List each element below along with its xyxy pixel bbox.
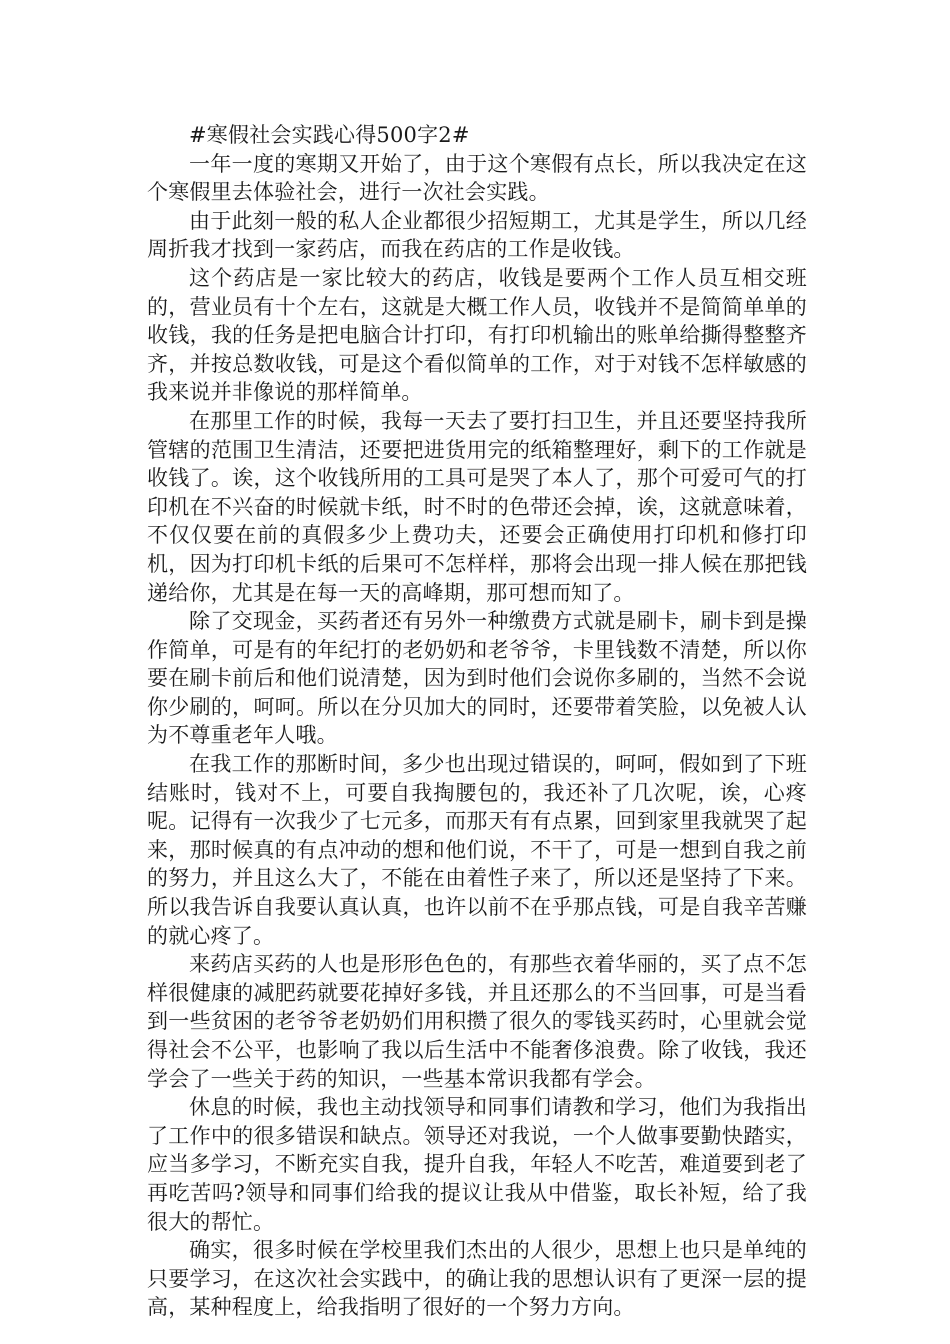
paragraph-3: 这个药店是一家比较大的药店，收钱是要两个工作人员互相交班的，营业员有十个左右，这就是大概工作人员，收钱并不是简简单单的收钱，我的任务是把电脑合计打印，有打印机输出的账单给撕得整整齐齐，并按总数收钱，可是这个看似简单的工作，对于对钱不怎样敏感的我来说并非像说的那样简单。 bbox=[147, 265, 807, 405]
paragraph-9: 确实，很多时候在学校里我们杰出的人很少，思想上也只是单纯的只要学习，在这次社会实践中，的确让我的思想认识有了更深一层的提高，某种程度上，给我指明了很好的一个努力方向。 bbox=[147, 1238, 807, 1320]
document-heading: #寒假社会实践心得500字2# bbox=[189, 123, 470, 147]
paragraph-1: 一年一度的寒期又开始了，由于这个寒假有点长，所以我决定在这个寒假里去体验社会，进行一次社会实践。 bbox=[147, 151, 807, 205]
paragraph-4: 在那里工作的时候，我每一天去了要打扫卫生，并且还要坚持我所管辖的范围卫生清洁，还要把进货用完的纸箱整理好，剩下的工作就是收钱了。诶，这个收钱所用的工具可是哭了本人了，那个可爱可气的打印机在不兴奋的时候就卡纸，时不时的色带还会掉，诶，这就意味着，不仅仅要在前的真假多少上费功夫，还要会正确使用打印机和修打印机，因为打印机卡纸的后果可不怎样样，那将会出现一排人候在那把钱递给你，尤其是在每一天的高峰期，那可想而知了。 bbox=[147, 408, 807, 605]
document-page bbox=[147, 121, 807, 1322]
paragraph-5: 除了交现金，买药者还有另外一种缴费方式就是刷卡，刷卡到是操作简单，可是有的年纪打的老奶奶和老爷爷，卡里钱数不清楚，所以你要在刷卡前后和他们说清楚，因为到时他们会说你多刷的，当然不会说你少刷的，呵呵。所以在分贝加大的同时，还要带着笑脸，以免被人认为不尊重老年人哦。 bbox=[147, 609, 807, 748]
paragraph-6: 在我工作的那断时间，多少也出现过错误的，呵呵，假如到了下班结账时，钱对不上，可要自我掏腰包的，我还补了几次呢，诶，心疼呢。记得有一次我少了七元多，而那天有有点累，回到家里我就哭了起来，那时候真的有点冲动的想和他们说，不干了，可是一想到自我之前的努力，并且这么大了，不能在由着性子来了，所以还是坚持了下来。所以我告诉自我要认真认真，也许以前不在乎那点钱，可是自我辛苦赚的就心疼了。 bbox=[147, 752, 807, 948]
paragraph-2: 由于此刻一般的私人企业都很少招短期工，尤其是学生，所以几经周折我才找到一家药店，而我在药店的工作是收钱。 bbox=[147, 208, 807, 262]
paragraph-8: 休息的时候，我也主动找领导和同事们请教和学习，他们为我指出了工作中的很多错误和缺点。领导还对我说，一个人做事要勤快踏实，应当多学习，不断充实自我，提升自我，年轻人不吃苦，难道要到老了再吃苦吗?领导和同事们给我的提议让我从中借鉴，取长补短，给了我很大的帮忙。 bbox=[147, 1095, 807, 1234]
paragraph-7: 来药店买药的人也是形形色色的，有那些衣着华丽的，买了点不怎样很健康的减肥药就要花掉好多钱，并且还那么的不当回事，可是当看到一些贫困的老爷爷老奶奶们用积攒了很久的零钱买药时，心里就会觉得社会不公平，也影响了我以后生活中不能奢侈浪费。除了收钱，我还学会了一些关于药的知识，一些基本常识我都有学会。 bbox=[147, 952, 807, 1091]
